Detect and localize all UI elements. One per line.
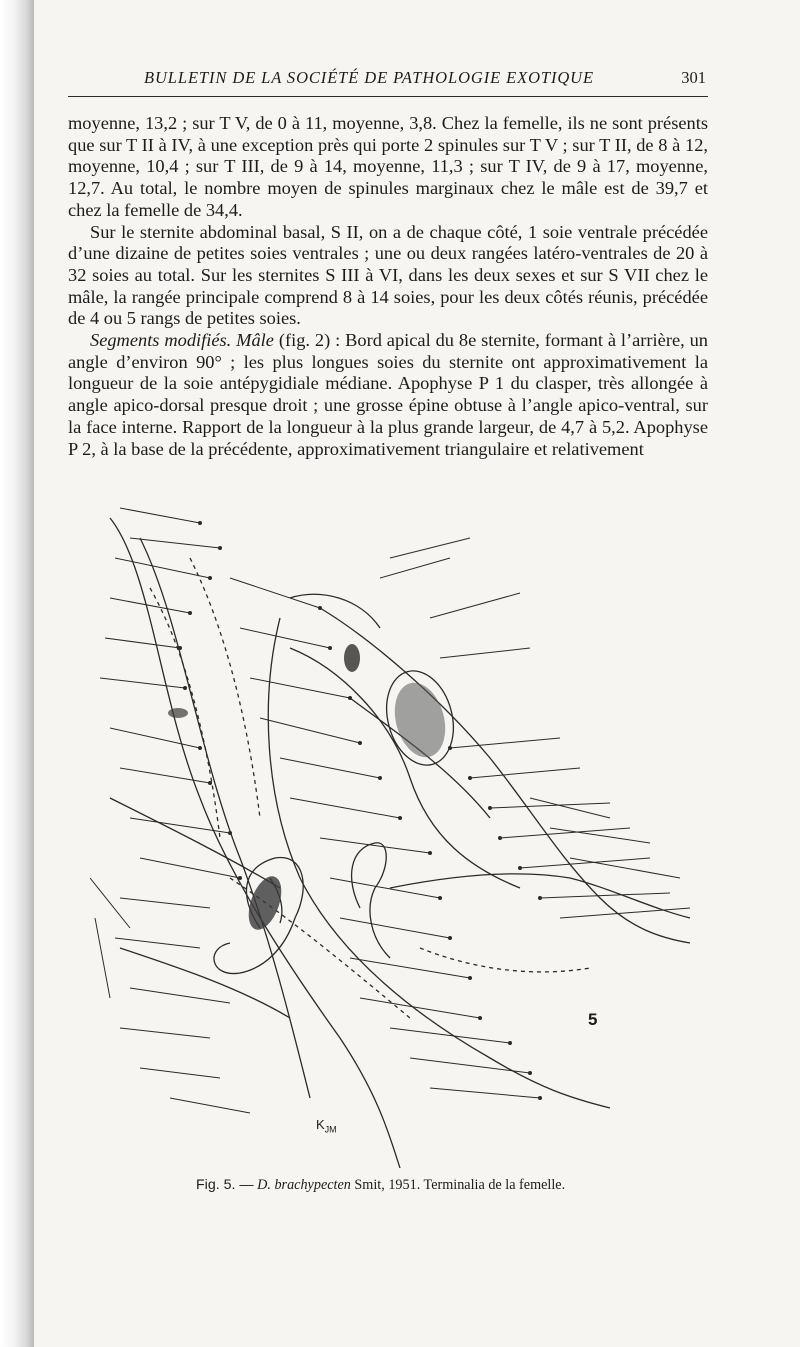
- shaded-areas: [168, 644, 453, 934]
- figure-caption: [196, 1177, 565, 1194]
- body-text: [68, 113, 708, 460]
- setae: [90, 508, 690, 1113]
- terminalia-drawing: [90, 498, 700, 1168]
- figure-illustration: [90, 498, 700, 1168]
- initials-main: K: [316, 1117, 325, 1132]
- running-header: [68, 66, 708, 92]
- initials-sub: JM: [324, 1124, 337, 1135]
- paragraph-1: moyenne, 13,2 ; sur T V, de 0 à 11, moyenne, 3,8. Chez la femelle, ils ne sont présents que sur T II à IV, à une exception près qui porte 2 spinules sur T V ; sur T II, de 8 à 12, moyenne, 10,4 ; sur T III, de 9 à 14, moyenne, 11,3 ; sur T IV, de 9 à 17, moyenne, 12,7. Au total, le nombre moyen de spinules marginaux chez le mâle est de 39,7 et chez la femelle de 34,4.: [68, 113, 708, 220]
- outline-strokes: [110, 518, 690, 1168]
- paragraph-2: Sur le sternite abdominal basal, S II, on a de chaque côté, 1 soie ventrale précédée d’une dizaine de petites soies ventrales ; une ou deux rangées latéro-ventrales de 20 à 32 soies au total. Sur les sternites S III à VI, dans les deux sexes et sur S VII chez le mâle, la rangée principale comprend 8 à 14 soies, pour les deux côtés réunis, précédée de 4 ou 5 rangs de petites soies.: [68, 221, 708, 329]
- header-rule: [68, 96, 708, 97]
- figure-number: 5: [588, 1010, 598, 1029]
- artist-initials: [316, 1117, 337, 1135]
- caption-species: D. brachypecten: [257, 1177, 351, 1193]
- paragraph-3-text: (fig. 2) : Bord apical du 8e sternite, formant à l’arrière, un angle d’environ 90° ; les plus longues soies du sternite ont approximativement la longueur de la soie antépygidiale médiane. Apophyse P 1 du clasper, très allongée à angle apico-dorsal presque droit ; une grosse épine obtuse à l’angle apico-ventral, sur la face interne. Rapport de la longueur à la plus grande largeur, de 4,7 à 5,2. Apophyse P 2, à la base de la précédente, approximativement triangulaire et relativement: [68, 330, 708, 459]
- page-number: 301: [681, 68, 706, 87]
- section-heading: Segments modifiés. Mâle: [90, 330, 274, 351]
- book-gutter-shadow: [0, 0, 34, 1347]
- paragraph-3: [68, 330, 708, 460]
- caption-rest: Smit, 1951. Terminalia de la femelle.: [354, 1177, 566, 1193]
- running-title: BULLETIN DE LA SOCIÉTÉ DE PATHOLOGIE EXOTIQUE: [144, 68, 594, 87]
- caption-label: Fig. 5. —: [196, 1177, 254, 1193]
